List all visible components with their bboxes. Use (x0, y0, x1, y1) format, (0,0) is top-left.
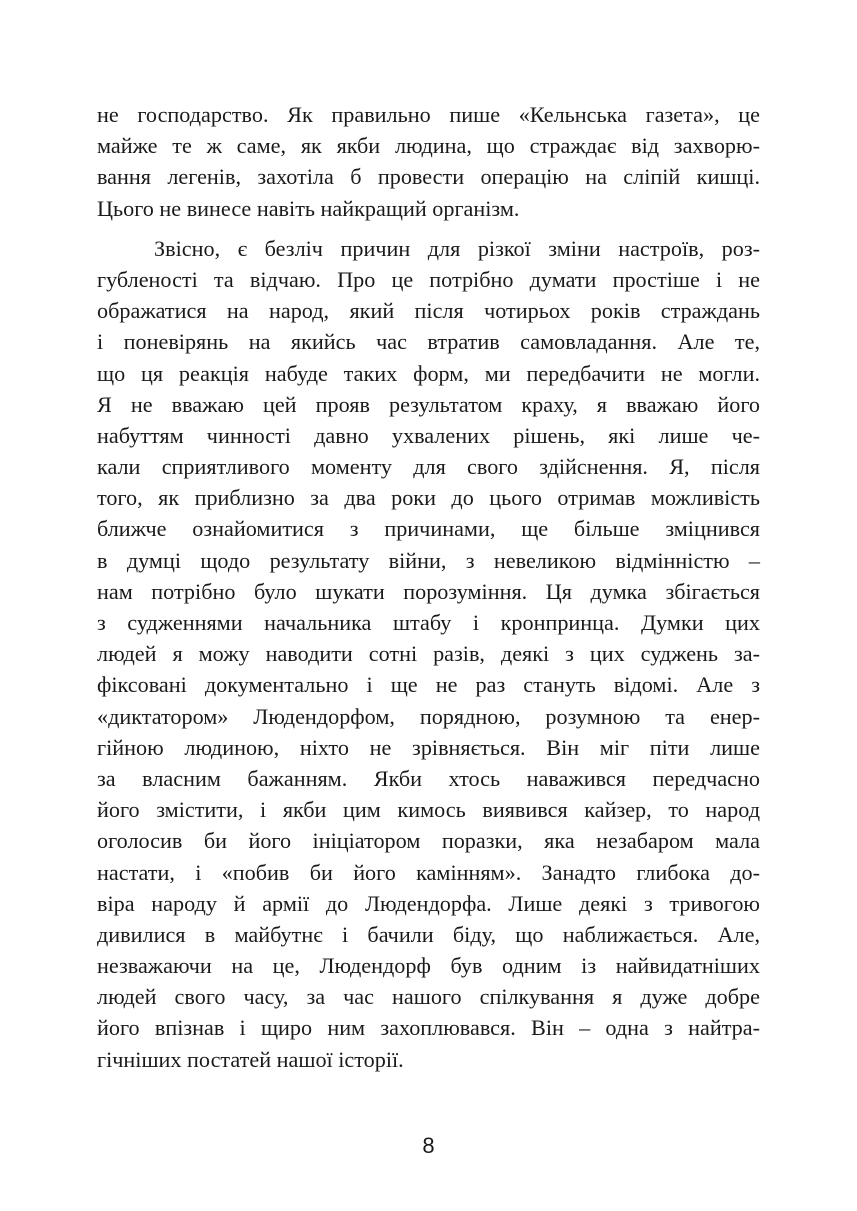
text-line: людей свого часу, за час нашого спілкування я дуже добре (97, 984, 760, 1010)
text-line: його змістити, і якби цим кимось виявився кайзер, то народ (97, 797, 760, 823)
text-line: за власним бажанням. Якби хтось наважився передчасно (97, 765, 760, 791)
text-line: нам потрібно було шукати порозуміння. Ця думка збігається (97, 578, 760, 604)
text-line: «диктатором» Людендорфом, порядною, розумною та енер- (97, 703, 760, 729)
text-line: гійною людиною, ніхто не зрівняється. Він міг піти лише (97, 734, 760, 760)
text-line: Звісно, є безліч причин для різкої зміни настроїв, роз- (154, 235, 760, 261)
text-line: не господарство. Як правильно пише «Кельнська газета», це (97, 102, 760, 127)
text-line: того, як приблизно за два роки до цього отримав можливість (97, 485, 760, 511)
text-line: і поневірянь на якийсь час втратив самовладання. Але те, (97, 329, 760, 355)
text-line: майже те ж саме, як якби людина, що страждає від захворю- (97, 133, 760, 159)
text-line: людей я можу наводити сотні разів, деякі з цих суджень за- (97, 641, 760, 667)
text-line: фіксовані документально і ще не раз стануть відомі. Але з (97, 672, 760, 698)
text-line: дивилися в майбутнє і бачили біду, що наближається. Але, (97, 921, 760, 947)
text-line: в думці щодо результату війни, з невеликою відмінністю – (97, 547, 760, 573)
text-line: Цього не винесе навіть найкращий організм. (97, 195, 520, 221)
text-line: кали сприятливого моменту для свого здійснення. Я, після (97, 454, 760, 480)
paragraph-2 (97, 233, 760, 1075)
text-line: губленості та відчаю. Про це потрібно думати простіше і не (97, 266, 760, 292)
text-line: що ця реакція набуде таких форм, ми передбачити не могли. (97, 360, 760, 386)
text-line: віра народу й армії до Людендорфа. Лише деякі з тривогою (97, 890, 760, 916)
text-line: набуттям чинності давно ухвалених рішень, які лише че- (97, 422, 760, 448)
text-line: незважаючи на це, Людендорф був одним із найвидатніших (97, 953, 760, 979)
body-text (97, 99, 760, 1075)
text-line: Я не вважаю цей прояв результатом краху, я вважаю його (97, 391, 760, 417)
text-line: оголосив би його ініціатором поразки, яка незабаром мала (97, 828, 760, 854)
text-line: його впізнав і щиро ним захоплювався. Він – одна з найтра- (97, 1015, 760, 1041)
text-line: вання легенів, захотіла б провести операцію на сліпій кишці. (97, 164, 760, 190)
page-number: 8 (422, 1133, 435, 1158)
paragraph-1 (97, 99, 760, 224)
text-line: гічніших постатей нашої історії. (97, 1046, 404, 1072)
text-line: ближче ознайомитися з причинами, ще більше зміцнився (97, 516, 760, 542)
text-line: з судженнями начальника штабу і кронпринца. Думки цих (97, 610, 760, 635)
text-line: ображатися на народ, який після чотирьох років страждань (97, 298, 760, 324)
text-line: настати, і «побив би його камінням». Занадто глибока до- (97, 859, 760, 885)
